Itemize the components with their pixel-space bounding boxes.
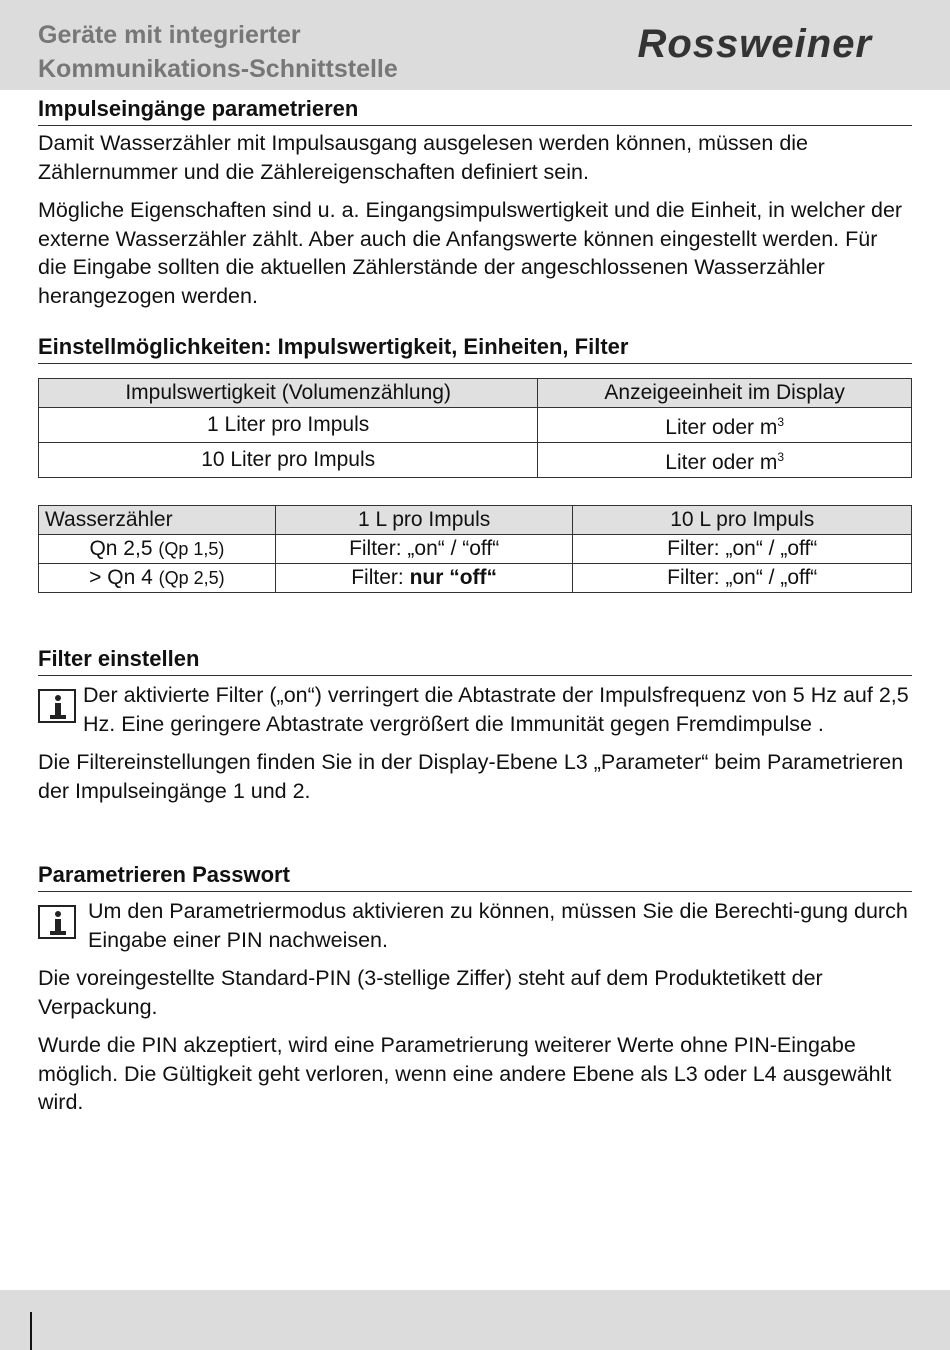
table-header-row bbox=[39, 506, 912, 535]
table-row bbox=[39, 443, 912, 478]
unit-superscript: 3 bbox=[777, 450, 785, 464]
meter-sub: (Qp 1,5) bbox=[158, 539, 225, 559]
table-header-row bbox=[39, 379, 912, 408]
page-footer bbox=[0, 1290, 950, 1350]
table-cell bbox=[538, 408, 912, 443]
table-header-cell: Anzeigeeinheit im Display bbox=[538, 379, 912, 408]
table-row bbox=[39, 564, 912, 593]
info-icon bbox=[38, 905, 76, 939]
unit-superscript: 3 bbox=[777, 415, 785, 429]
footer-divider bbox=[30, 1312, 32, 1350]
table-cell bbox=[275, 564, 573, 593]
filter-table bbox=[38, 505, 912, 593]
heading-settings: Einstellmöglichkeiten: Impulswertigkeit, Einheiten, Filter bbox=[38, 332, 912, 364]
table-cell bbox=[538, 443, 912, 478]
table-header-cell: 10 L pro Impuls bbox=[573, 506, 912, 535]
table-header-cell: Impulswertigkeit (Volumenzählung) bbox=[39, 379, 538, 408]
table-cell: 10 Liter pro Impuls bbox=[39, 443, 538, 478]
table-cell: Filter: „on“ / „off“ bbox=[573, 564, 912, 593]
info-icon bbox=[38, 689, 76, 723]
password-paragraph-3: Wurde die PIN akzeptiert, wird eine Parametrierung weiterer Werte ohne PIN-Eingabe möglich. Die Gültigkeit geht verloren, wenn eine andere Ebene als L3 oder L4 ausgewählt wird. bbox=[38, 1033, 892, 1114]
meter-main: > Qn 4 bbox=[89, 566, 159, 589]
filter-bold: nur “off“ bbox=[409, 566, 498, 589]
filter-text: Filter: „on“ / “off“ bbox=[349, 537, 500, 560]
filter-text: Filter: bbox=[351, 566, 410, 589]
filter-info-block bbox=[38, 681, 912, 738]
page-header bbox=[0, 0, 950, 90]
table-cell bbox=[39, 535, 276, 564]
table-cell: Filter: „on“ / „off“ bbox=[573, 535, 912, 564]
meter-sub: (Qp 2,5) bbox=[158, 568, 225, 588]
password-paragraph-2: Die voreingestellte Standard-PIN (3-stellige Ziffer) steht auf dem Produktetikett der Verpackung. bbox=[38, 966, 823, 1019]
heading-password: Parametrieren Passwort bbox=[38, 860, 912, 892]
pulse-value-table bbox=[38, 378, 912, 478]
heading-pulse-inputs: Impulseingänge parametrieren bbox=[38, 94, 912, 126]
table-header-cell: Wasserzähler bbox=[39, 506, 276, 535]
page-content bbox=[38, 94, 912, 1117]
heading-filter: Filter einstellen bbox=[38, 644, 912, 676]
filter-paragraph-2: Die Filtereinstellungen finden Sie in der Display-Ebene L3 „Parameter“ beim Parametrieren der Impulseingänge 1 und 2. bbox=[38, 750, 904, 803]
password-info-block bbox=[38, 897, 912, 954]
table-cell bbox=[39, 564, 276, 593]
header-title-line2: Kommunikations-Schnittstelle bbox=[38, 55, 398, 83]
unit-text: Liter oder m bbox=[665, 451, 778, 474]
meter-main: Qn 2,5 bbox=[89, 537, 159, 560]
table-header-cell: 1 L pro Impuls bbox=[275, 506, 573, 535]
pulse-paragraph-2: Mögliche Eigenschaften sind u. a. Eingangsimpulswertigkeit und die Einheit, in welcher der externe Wasserzähler zählt. Aber auch die Anfangswerte können eingestellt werden. Für die Eingabe sollten die aktuellen Zählerstände der angeschlossenen Wasserzähler herangezogen werden. bbox=[38, 198, 903, 308]
table-cell bbox=[275, 535, 573, 564]
header-title-line1: Geräte mit integrierter bbox=[38, 21, 301, 49]
pulse-paragraph-1: Damit Wasserzähler mit Impulsausgang ausgelesen werden können, müssen die Zählernummer und die Zählereigenschaften definiert sein. bbox=[38, 131, 809, 184]
table-cell: 1 Liter pro Impuls bbox=[39, 408, 538, 443]
table-row bbox=[39, 535, 912, 564]
table-row bbox=[39, 408, 912, 443]
header-title bbox=[38, 18, 398, 86]
password-info-text: Um den Parametriermodus aktivieren zu können, müssen Sie die Berechti-gung durch Eingabe einer PIN nachweisen. bbox=[88, 899, 908, 952]
unit-text: Liter oder m bbox=[665, 416, 778, 439]
brand-logo: Rossweiner bbox=[637, 22, 872, 66]
filter-info-text: Der aktivierte Filter („on“) verringert die Abtastrate der Impulsfrequenz von 5 Hz auf 2,5 Hz. Eine geringere Abtastrate vergrößert die Immunität gegen Fremdimpulse . bbox=[83, 683, 909, 736]
